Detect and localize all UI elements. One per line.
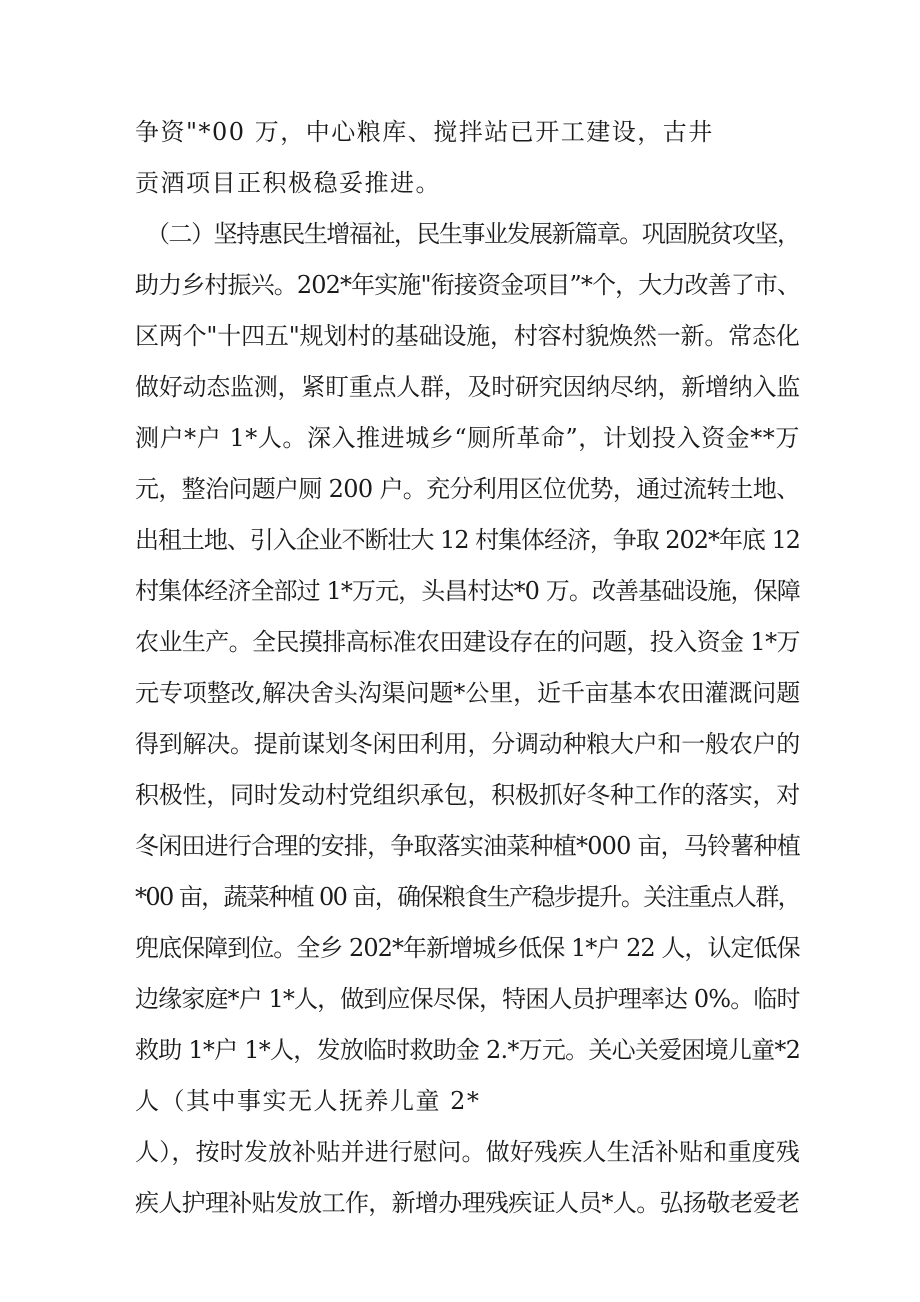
text-line-12: 元专项整改,解决舍头沟渠问题*公里，近千亩基本农田灌溉问题 <box>135 679 801 707</box>
text-line-7: 测户*户 1*人。深入推进城乡“厕所革命”，计划投入资金**万 <box>135 424 800 452</box>
text-line-15: 冬闲田进行合理的安排，争取落实油菜种植*000 亩，马铃薯种植 <box>135 832 800 860</box>
text-line-20: 人（其中事实无人抚养儿童 2* <box>135 1087 481 1115</box>
text-line-17: 兜底保障到位。全乡 202*年新增城乡低保 1*户 22 人，认定低保 <box>135 934 800 962</box>
text-line-4: 助力乡村振兴。202*年实施"衔接资金项目”*个，大力改善了市、 <box>135 271 801 299</box>
text-line-22: 疾人护理补贴发放工作，新增办理残疾证人员*人。弘扬敬老爱老 <box>135 1189 800 1217</box>
text-line-19: 救助 1*户 1*人，发放临时救助金 2.*万元。关心关爱困境儿童*2 <box>135 1036 801 1064</box>
text-line-21: 人），按时发放补贴并进行慰问。做好残疾人生活补贴和重度残 <box>135 1138 800 1166</box>
text-line-6: 做好动态监测，紧盯重点人群，及时研究因纳尽纳，新增纳入监 <box>135 373 800 401</box>
text-line-8: 元，整治问题户厕 200 户。充分利用区位优势，通过流转土地、 <box>135 475 800 503</box>
text-line-5: 区两个"十四五"规划村的基础设施，村容村貌焕然一新。常态化 <box>135 322 800 350</box>
text-line-13: 得到解决。提前谋划冬闲田利用，分调动种粮大户和一般农户的 <box>135 730 800 758</box>
section-heading-line: （二）坚持惠民生增福祉，民生事业发展新篇章。巩固脱贫攻坚， <box>146 220 800 248</box>
text-line-16: *00 亩，蔬菜种植 00 亩，确保粮食生产稳步提升。关注重点人群， <box>135 883 800 911</box>
text-line-18: 边缘家庭*户 1*人，做到应保尽保，特困人员护理率达 0%。临时 <box>135 985 800 1013</box>
text-line-1: 争资"*00 万，中心粮库、搅拌站已开工建设，古井 <box>135 118 714 146</box>
text-line-10: 村集体经济全部过 1*万元，头昌村达*0 万。改善基础设施，保障 <box>135 577 800 605</box>
text-line-14: 积极性，同时发动村党组织承包，积极抓好冬种工作的落实，对 <box>135 781 800 809</box>
text-line-9: 出租土地、引入企业不断壮大 12 村集体经济，争取 202*年底 12 <box>135 526 800 554</box>
text-line-11: 农业生产。全民摸排高标准农田建设存在的问题，投入资金 1*万 <box>135 628 800 656</box>
text-line-2: 贡酒项目正积极稳妥推进。 <box>135 169 441 197</box>
